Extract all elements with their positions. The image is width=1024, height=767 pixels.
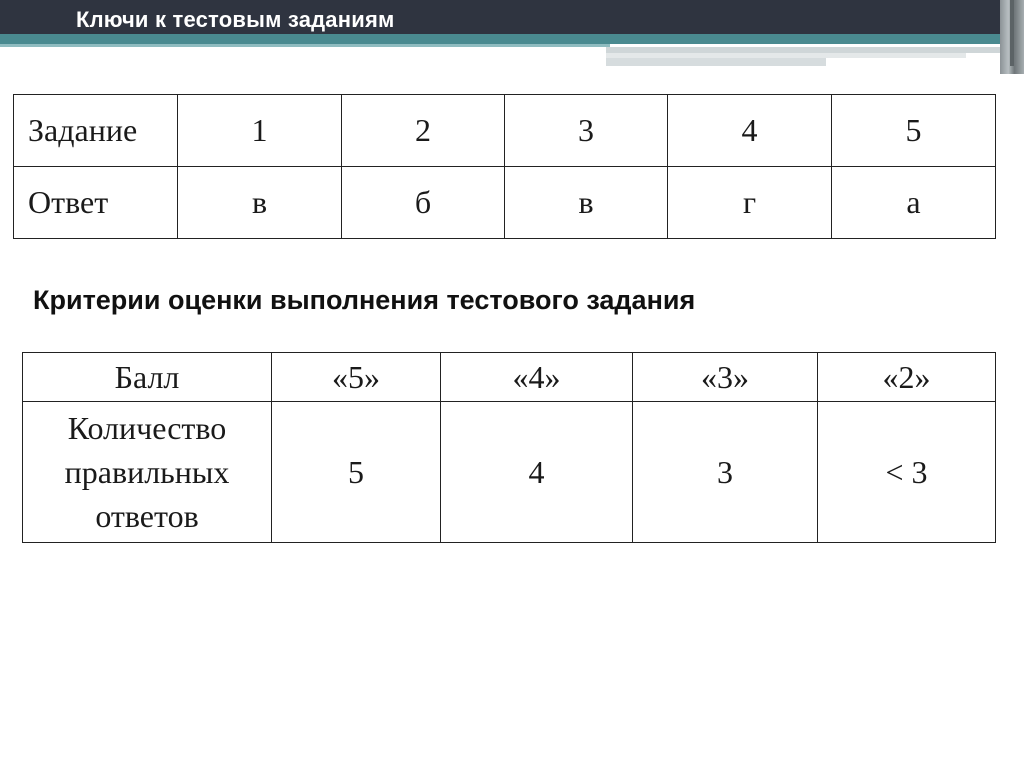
criteria-heading: Критерии оценки выполнения тестового задания	[33, 285, 696, 315]
answer-cell: г	[668, 167, 832, 239]
row-header-line: ответов	[95, 498, 199, 534]
table-row	[23, 353, 996, 402]
score-cell: «4»	[441, 353, 633, 402]
task-number-cell: 1	[178, 95, 342, 167]
answer-cell: в	[505, 167, 668, 239]
count-cell: 3	[633, 402, 818, 543]
count-cell: < 3	[818, 402, 996, 543]
task-number-cell: 2	[342, 95, 505, 167]
task-number-cell: 4	[668, 95, 832, 167]
page-curl-decoration	[1010, 0, 1014, 66]
table-row	[14, 95, 996, 167]
count-cell: 5	[272, 402, 441, 543]
row-header-correct-count	[23, 402, 272, 543]
score-cell: «2»	[818, 353, 996, 402]
table-row	[14, 167, 996, 239]
row-header-score: Балл	[23, 353, 272, 402]
answer-cell: б	[342, 167, 505, 239]
row-header-line: Количество	[67, 410, 227, 446]
row-header-task: Задание	[14, 95, 178, 167]
task-number-cell: 5	[832, 95, 996, 167]
table-row	[23, 402, 996, 543]
score-cell: «5»	[272, 353, 441, 402]
answer-cell: в	[178, 167, 342, 239]
row-header-answer: Ответ	[14, 167, 178, 239]
row-header-line: правильных	[64, 454, 230, 490]
task-number-cell: 3	[505, 95, 668, 167]
answer-cell: а	[832, 167, 996, 239]
score-cell: «3»	[633, 353, 818, 402]
header-decor-stripe	[606, 58, 826, 66]
count-cell: 4	[441, 402, 633, 543]
answer-key-table	[13, 94, 996, 239]
slide-title: Ключи к тестовым заданиям	[76, 7, 395, 32]
header-accent-stripe-light	[0, 44, 610, 47]
header-accent-stripe	[0, 34, 1000, 44]
criteria-table	[22, 352, 996, 543]
